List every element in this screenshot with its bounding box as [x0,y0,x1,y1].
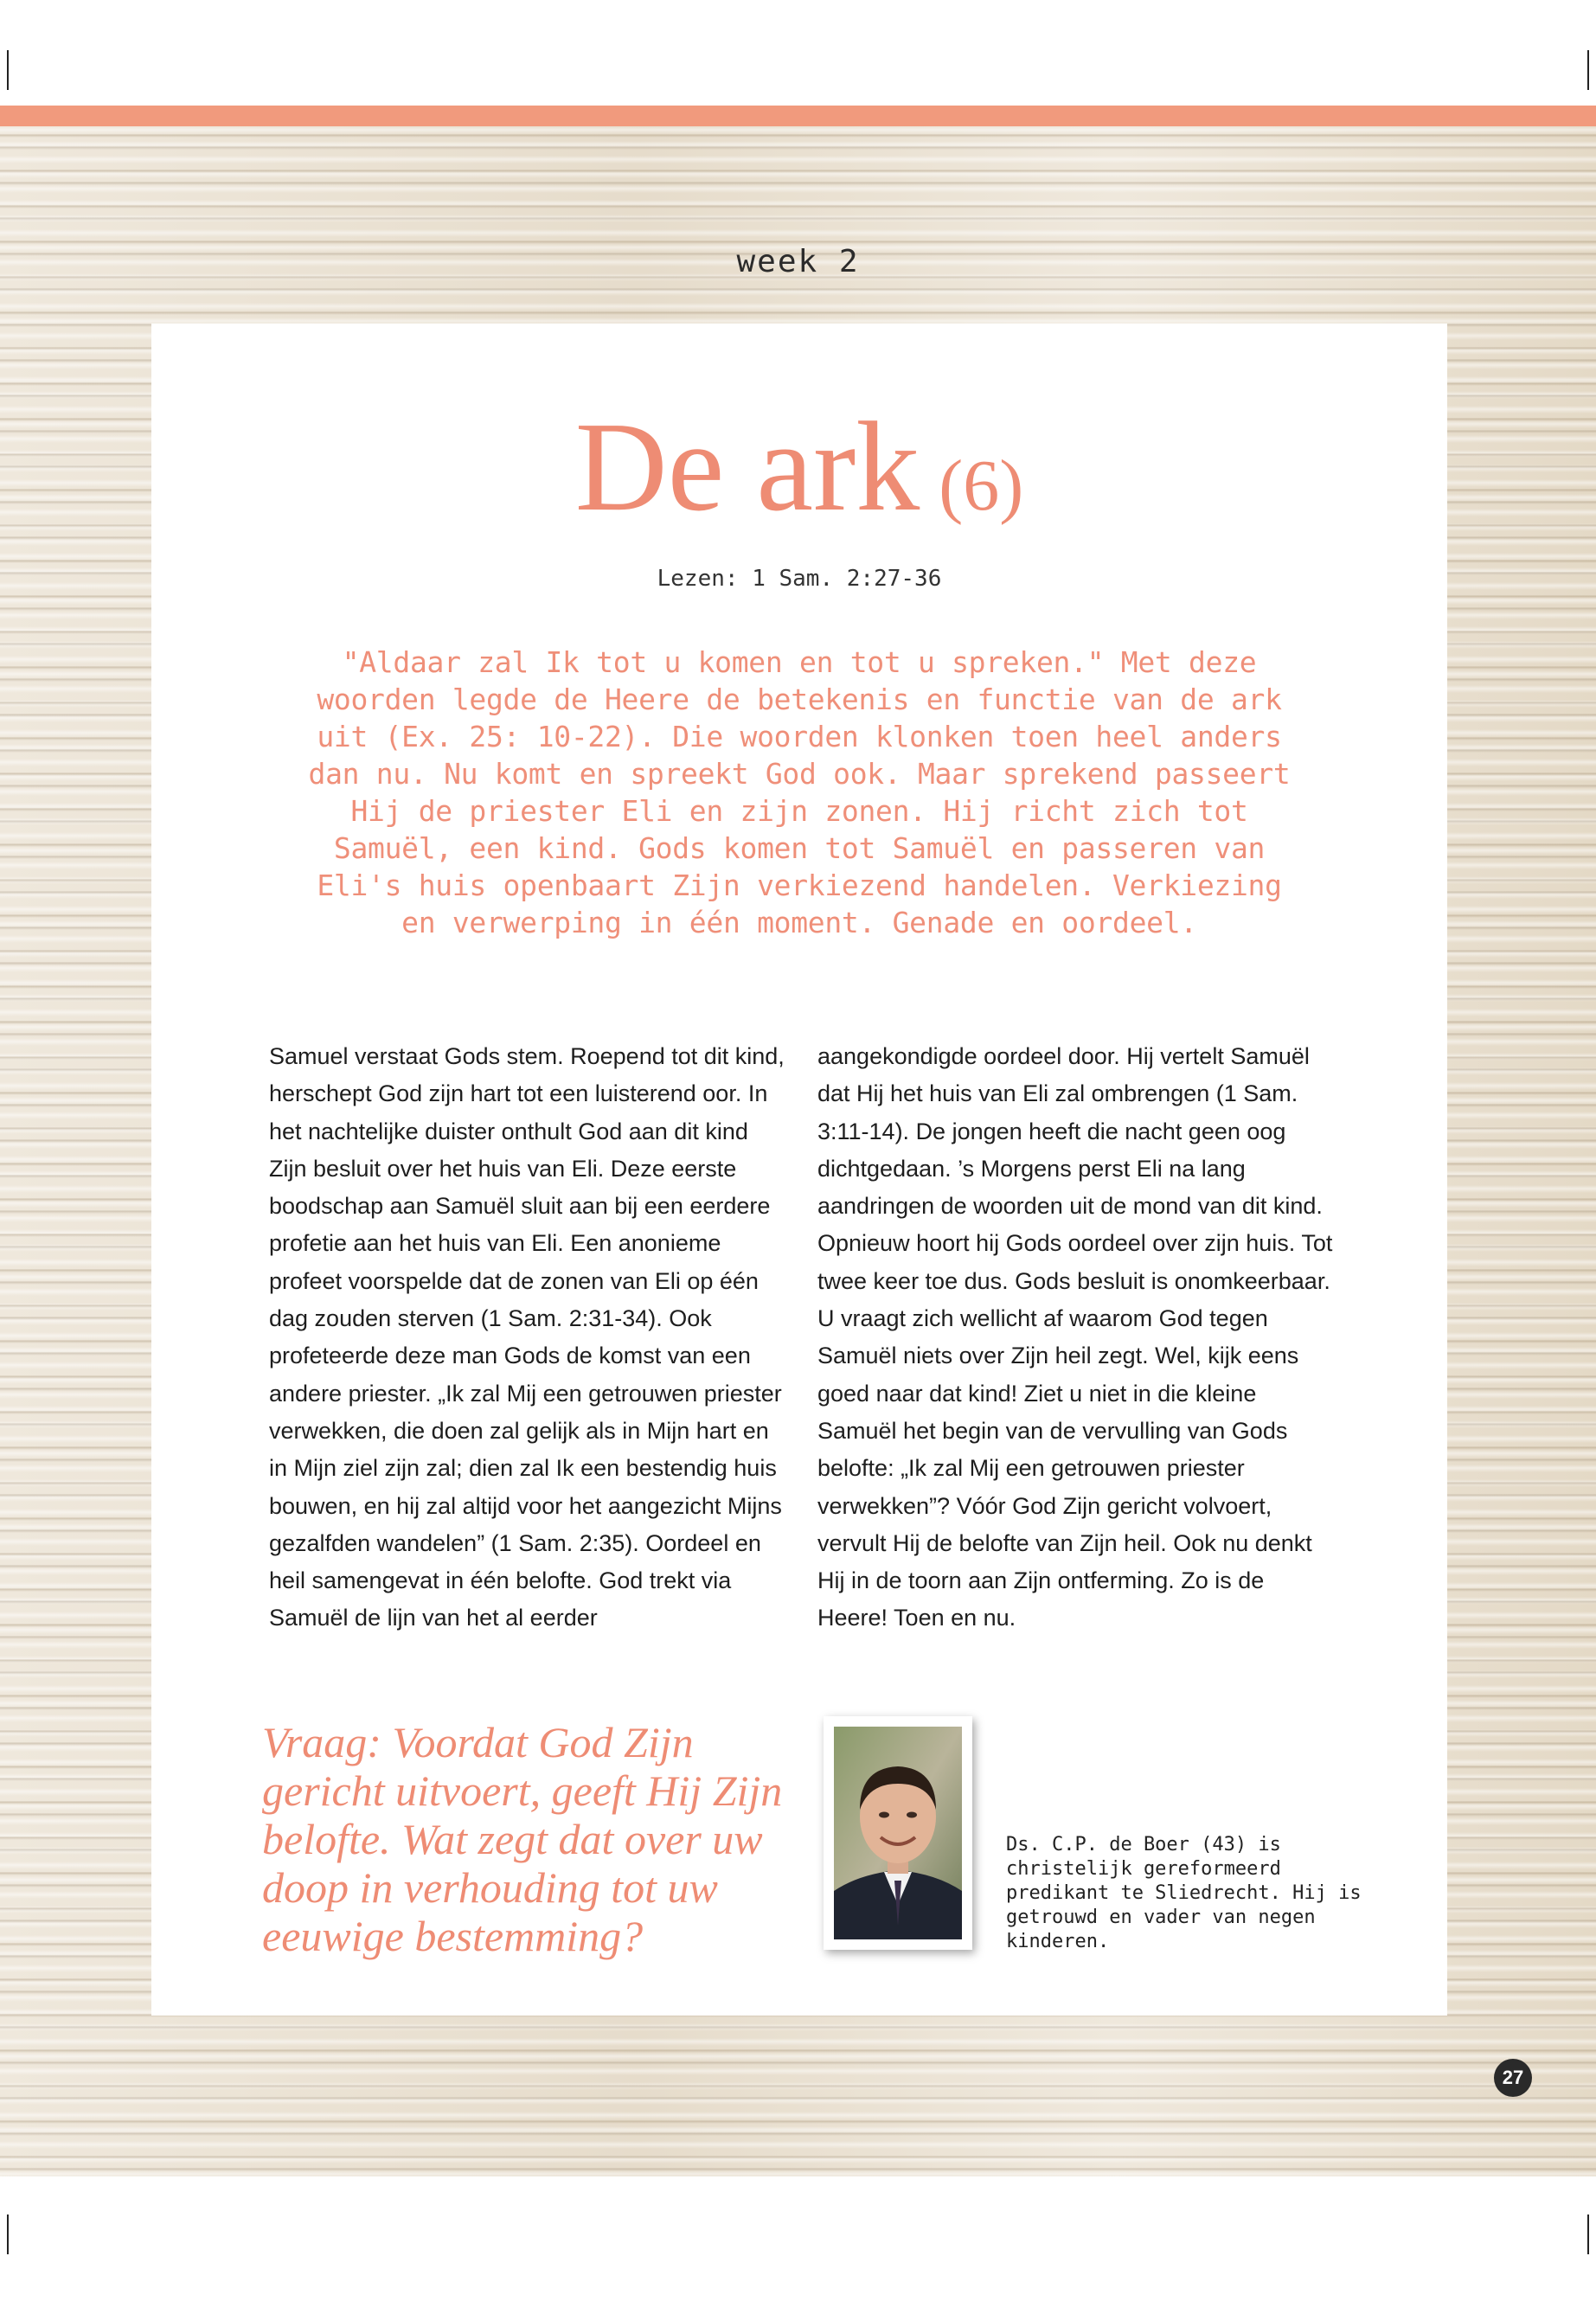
intro-quote: "Aldaar zal Ik tot u komen en tot u spreken." Met deze woorden legde de Heere de betekenis en functie van de ark uit (Ex. 25: 10-22). Die woorden klonken toen heel anders dan nu. Nu komt en spreekt God ook. Maar sprekend passeert Hij de priester Eli en zijn zonen. Hij richt zich tot Samuël, een kind. Gods komen tot Samuël en passeren van Eli's huis openbaart Zijn verkiezend handelen. Verkiezing en verwerping in één moment. Genade en oordeel. [308,645,1291,939]
author-portrait-image [834,1727,962,1939]
week-label: week 2 [736,244,860,279]
title-main: De ark [574,396,920,538]
author-bio: Ds. C.P. de Boer (43) is christelijk gereformeerd predikant te Sliedrecht. Hij is getrouwd en vader van negen kinderen. [1006,1834,1362,1952]
reading-reference: Lezen: 1 Sam. 2:27-36 [657,566,942,592]
crop-mark [1587,50,1589,90]
crop-mark [7,50,9,90]
crop-mark [1587,2214,1589,2254]
article-card [151,324,1447,2016]
top-accent-stripe [0,106,1596,126]
crop-mark [7,2214,9,2254]
body-column-right: aangekondigde oordeel door. Hij vertelt Samuël dat Hij het huis van Eli zal ombrengen (1 Sam. 3:11-14). De jongen heeft die nacht geen oog dichtgedaan. ’s Morgens perst Eli na lang aandringen de woorden uit de mond van dit kind. Opnieuw hoort hij Gods oordeel over zijn huis. Tot twee keer toe dus. Gods besluit is onomkeerbaar. U vraagt zich wellicht af waarom God tegen Samuël niets over Zijn heil zegt. Wel, kijk eens goed naar dat kind! Ziet u niet in die kleine Samuël het begin van de vervulling van Gods belofte: „Ik zal Mij een getrouwen priester verwekken”? Vóór God Zijn gericht volvoert, vervult Hij de belofte van Zijn heil. Ook nu denkt Hij in de toorn aan Zijn ontferming. Zo is de Heere! Toen en nu. [817,1043,1333,1631]
page-title [151,396,1447,538]
question-callout: Vraag: Voordat God Zijn gericht uitvoert, geeft Hij Zijn belofte. Wat zegt dat over uw doop in verhouding tot uw eeuwige bestemming? [262,1718,783,1960]
author-photo [824,1716,972,1950]
title-number: (6) [939,445,1024,526]
body-column-left: Samuel verstaat Gods stem. Roepend tot dit kind, herschept God zijn hart tot een luisterend oor. In het nachtelijke duister onthult God aan dit kind Zijn besluit over het huis van Eli. Deze eerste boodschap aan Samuël sluit aan bij een eerdere profetie aan het huis van Eli. Een anonieme profeet voorspelde dat de zonen van Eli op één dag zouden sterven (1 Sam. 2:31-34). Ook profeteerde deze man Gods de komst van een andere priester. „Ik zal Mij een getrouwen priester verwekken, die doen zal gelijk als in Mijn hart en in Mijn ziel zijn zal; dien zal Ik een bestendig huis bouwen, en hij zal altijd voor het aangezicht Mijns gezalfden wandelen” (1 Sam. 2:35). Oordeel en heil samengevat in één belofte. God trekt via Samuël de lijn van het al eerder [269,1043,785,1631]
page-number: 27 [1494,2059,1532,2097]
